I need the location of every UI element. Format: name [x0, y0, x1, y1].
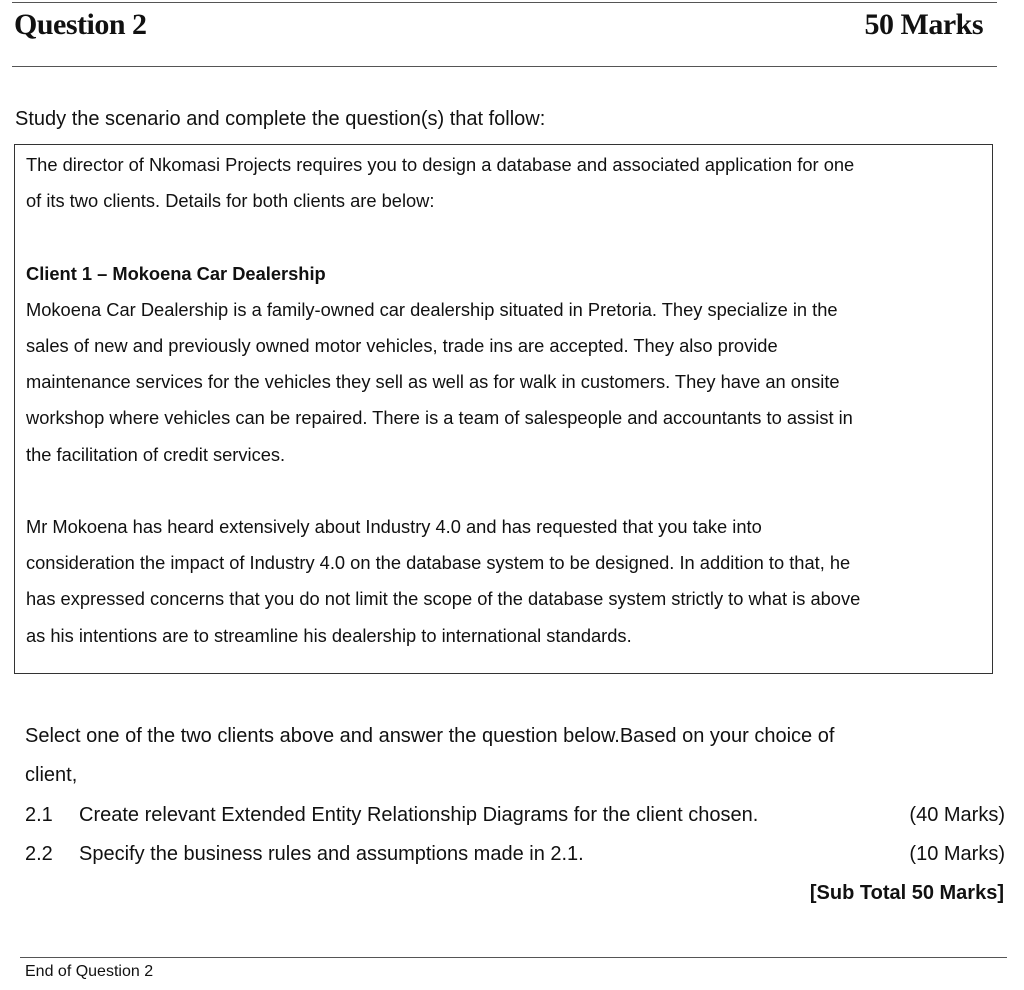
scenario-line: Mr Mokoena has heard extensively about Industry 4.0 and has requested that you take into [26, 516, 762, 537]
scenario-line: The director of Nkomasi Projects requires you to design a database and associated application for one [26, 154, 855, 175]
scenario-line: maintenance services for the vehicles they sell as well as for walk in customers. They have an onsite [26, 371, 840, 393]
scenario-box [14, 144, 993, 674]
header-divider [12, 66, 997, 67]
question-number: 2.2 [25, 843, 53, 865]
scenario-line: of its two clients. Details for both clients are below: [26, 190, 435, 212]
question-text: Specify the business rules and assumptions made in 2.1. [79, 843, 584, 865]
scenario-line: the facilitation of credit services. [26, 443, 286, 465]
question-marks: 50 Marks [864, 8, 983, 41]
top-rule [12, 2, 997, 3]
question-text: Create relevant Extended Entity Relationship Diagrams for the client chosen. [79, 804, 759, 826]
scenario-line: Mokoena Car Dealership is a family-owned car dealership situated in Pretoria. They specialize in the [26, 298, 838, 320]
paragraph-gap [26, 473, 982, 509]
question-marks-value: (10 Marks) [909, 843, 1005, 865]
footer-text: End of Question 2 [25, 963, 154, 980]
question-number: 2.1 [25, 804, 53, 826]
instructions [25, 717, 985, 795]
scenario-line: consideration the impact of Industry 4.0 on the database system to be designed. In addition to that, he [26, 552, 851, 574]
instructions-line: Select one of the two clients above and answer the question below.Based on your choice of [25, 725, 835, 747]
question-marks-value: (40 Marks) [909, 804, 1005, 826]
scenario-line: as his intentions are to streamline his dealership to international standards. [26, 624, 632, 646]
instructions-line: client, [25, 764, 78, 786]
scenario-line: workshop where vehicles can be repaired. There is a team of salespeople and accountants to assist in [26, 407, 853, 429]
footer-rule [20, 957, 1007, 958]
intro-text: Study the scenario and complete the question(s) that follow: [15, 108, 546, 130]
scenario-line: sales of new and previously owned motor vehicles, trade ins are accepted. They also provide [26, 335, 778, 356]
subtotal: [Sub Total 50 Marks] [809, 882, 1004, 904]
question-title: Question 2 [14, 8, 147, 41]
scenario-line: has expressed concerns that you do not limit the scope of the database system strictly to what is above [26, 588, 861, 610]
client-heading: Client 1 – Mokoena Car Dealership [26, 262, 326, 284]
paragraph-gap [26, 219, 982, 255]
